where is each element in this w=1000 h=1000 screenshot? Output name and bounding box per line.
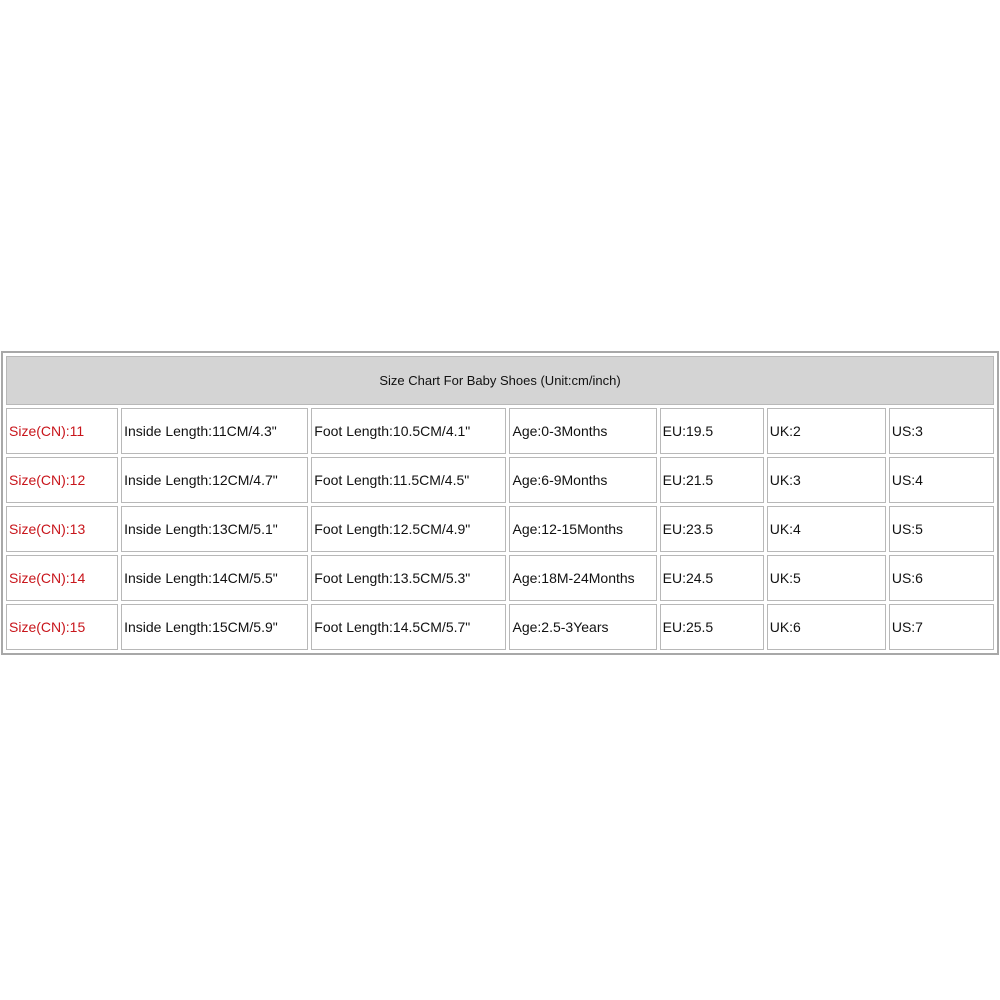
eu-size-cell: EU:25.5 bbox=[660, 604, 764, 650]
table-row bbox=[6, 555, 994, 601]
us-size-cell: US:7 bbox=[889, 604, 994, 650]
size-cn-cell: Size(CN):13 bbox=[6, 506, 118, 552]
age-cell: Age:0-3Months bbox=[509, 408, 656, 454]
foot-length-cell: Foot Length:11.5CM/4.5" bbox=[311, 457, 506, 503]
uk-size-cell: UK:6 bbox=[767, 604, 886, 650]
inside-length-cell: Inside Length:13CM/5.1" bbox=[121, 506, 308, 552]
table-row bbox=[6, 408, 994, 454]
age-cell: Age:6-9Months bbox=[509, 457, 656, 503]
size-chart-table bbox=[1, 351, 999, 655]
uk-size-cell: UK:3 bbox=[767, 457, 886, 503]
foot-length-cell: Foot Length:14.5CM/5.7" bbox=[311, 604, 506, 650]
us-size-cell: US:3 bbox=[889, 408, 994, 454]
eu-size-cell: EU:21.5 bbox=[660, 457, 764, 503]
foot-length-cell: Foot Length:12.5CM/4.9" bbox=[311, 506, 506, 552]
title-row bbox=[6, 356, 994, 405]
eu-size-cell: EU:19.5 bbox=[660, 408, 764, 454]
us-size-cell: US:5 bbox=[889, 506, 994, 552]
size-chart-title: Size Chart For Baby Shoes (Unit:cm/inch) bbox=[6, 356, 994, 405]
us-size-cell: US:4 bbox=[889, 457, 994, 503]
uk-size-cell: UK:4 bbox=[767, 506, 886, 552]
foot-length-cell: Foot Length:13.5CM/5.3" bbox=[311, 555, 506, 601]
age-cell: Age:2.5-3Years bbox=[509, 604, 656, 650]
uk-size-cell: UK:5 bbox=[767, 555, 886, 601]
table-row bbox=[6, 506, 994, 552]
table-row bbox=[6, 604, 994, 650]
age-cell: Age:18M-24Months bbox=[509, 555, 656, 601]
table-row bbox=[6, 457, 994, 503]
uk-size-cell: UK:2 bbox=[767, 408, 886, 454]
size-cn-cell: Size(CN):12 bbox=[6, 457, 118, 503]
eu-size-cell: EU:23.5 bbox=[660, 506, 764, 552]
us-size-cell: US:6 bbox=[889, 555, 994, 601]
eu-size-cell: EU:24.5 bbox=[660, 555, 764, 601]
foot-length-cell: Foot Length:10.5CM/4.1" bbox=[311, 408, 506, 454]
age-cell: Age:12-15Months bbox=[509, 506, 656, 552]
inside-length-cell: Inside Length:12CM/4.7" bbox=[121, 457, 308, 503]
inside-length-cell: Inside Length:15CM/5.9" bbox=[121, 604, 308, 650]
size-cn-cell: Size(CN):14 bbox=[6, 555, 118, 601]
size-cn-cell: Size(CN):15 bbox=[6, 604, 118, 650]
size-cn-cell: Size(CN):11 bbox=[6, 408, 118, 454]
inside-length-cell: Inside Length:11CM/4.3" bbox=[121, 408, 308, 454]
inside-length-cell: Inside Length:14CM/5.5" bbox=[121, 555, 308, 601]
